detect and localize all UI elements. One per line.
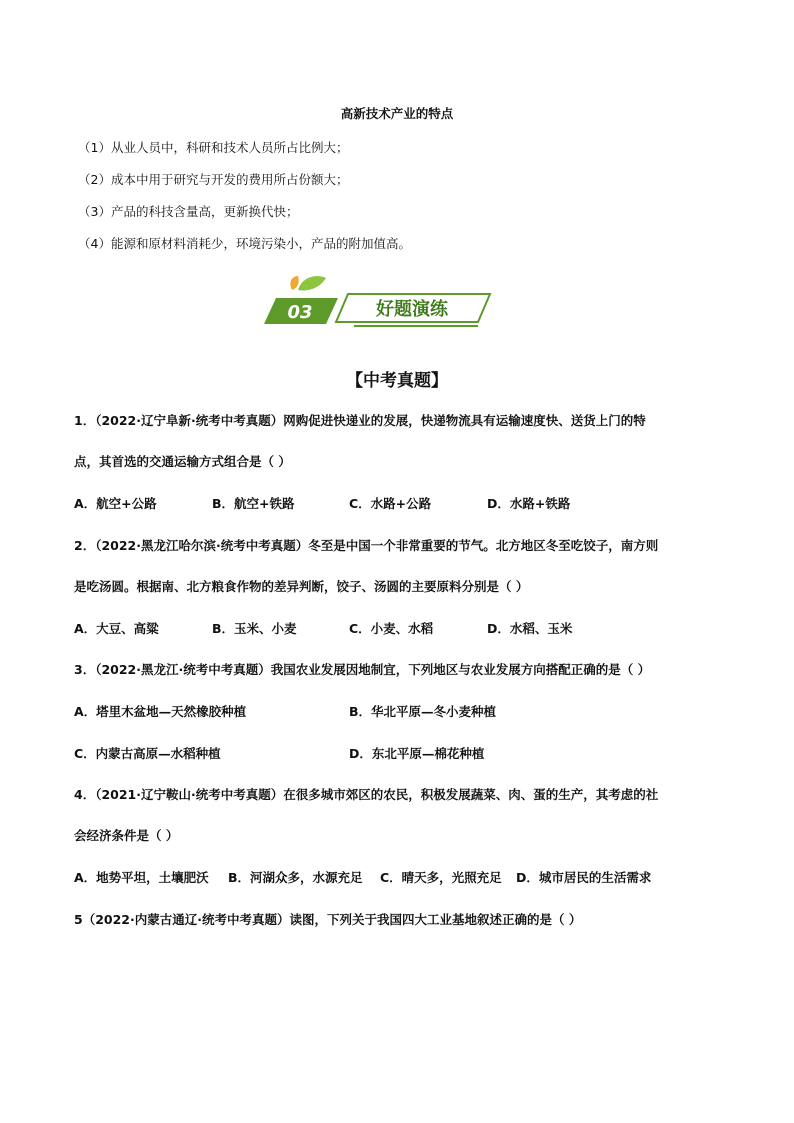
feature-item-4: （4）能源和原材料消耗少，环境污染小，产品的附加值高。 [78,236,411,251]
question-1-line-1: 1．（2022·辽宁阜新·统考中考真题）网购促进快递业的发展，快递物流具有运输速度快、送货上门的特 [74,413,646,428]
feature-item-1: （1）从业人员中，科研和技术人员所占比例大； [78,140,349,155]
leaf-orange-icon [290,276,298,290]
question-4-option-a: A．地势平坦，土壤肥沃 [74,870,209,885]
question-1-option-b: B．航空+铁路 [212,496,295,511]
banner-number: 03 [287,302,313,323]
question-2-option-a: A．大豆、高粱 [74,621,159,636]
section-banner [262,272,498,328]
features-title: 高新技术产业的特点 [340,106,454,121]
question-1-option-c: C．水路+公路 [349,496,432,511]
feature-item-3: （3）产品的科技含量高，更新换代快； [78,204,299,219]
question-2-option-b: B．玉米、小麦 [212,621,297,636]
question-3-option-a: A．塔里木盆地—天然橡胶种植 [74,704,247,719]
leaf-icon [298,276,326,290]
question-3-option-d: D．东北平原—棉花种植 [349,746,485,761]
question-3-option-c: C．内蒙古高原—水稻种植 [74,746,221,761]
question-4-option-d: D．城市居民的生活需求 [516,870,652,885]
banner-label: 好题演练 [376,299,448,320]
question-5-line-1: 5（2022·内蒙古通辽·统考中考真题）读图，下列关于我国四大工业基地叙述正确的是（ ） [74,912,582,927]
question-2-option-c: C．小麦、水稻 [349,621,434,636]
question-4-option-c: C．晴天多，光照充足 [380,870,502,885]
feature-item-2: （2）成本中用于研究与开发的费用所占份额大； [78,172,349,187]
question-4-line-2: 会经济条件是（ ） [74,828,179,843]
question-1-option-a: A．航空+公路 [74,496,157,511]
question-1-line-2: 点，其首选的交通运输方式组合是（ ） [74,454,291,469]
question-2-line-2: 是吃汤圆。根据南、北方粮食作物的差异判断，饺子、汤圆的主要原料分别是（ ） [74,579,529,594]
question-3-line-1: 3．（2022·黑龙江·统考中考真题）我国农业发展因地制宜，下列地区与农业发展方向搭配正确的是（ ） [74,662,651,677]
section-title: 【中考真题】 [346,371,448,391]
question-2-line-1: 2．（2022·黑龙江哈尔滨·统考中考真题）冬至是中国一个非常重要的节气。北方地区冬至吃饺子，南方则 [74,538,659,553]
question-3-option-b: B．华北平原—冬小麦种植 [349,704,497,719]
question-1-option-d: D．水路+铁路 [487,496,571,511]
question-4-option-b: B．河湖众多，水源充足 [228,870,363,885]
question-4-line-1: 4．（2021·辽宁鞍山·统考中考真题）在很多城市郊区的农民，积极发展蔬菜、肉、蛋的生产，其考虑的社 [74,787,659,802]
question-2-option-d: D．水稻、玉米 [487,621,573,636]
